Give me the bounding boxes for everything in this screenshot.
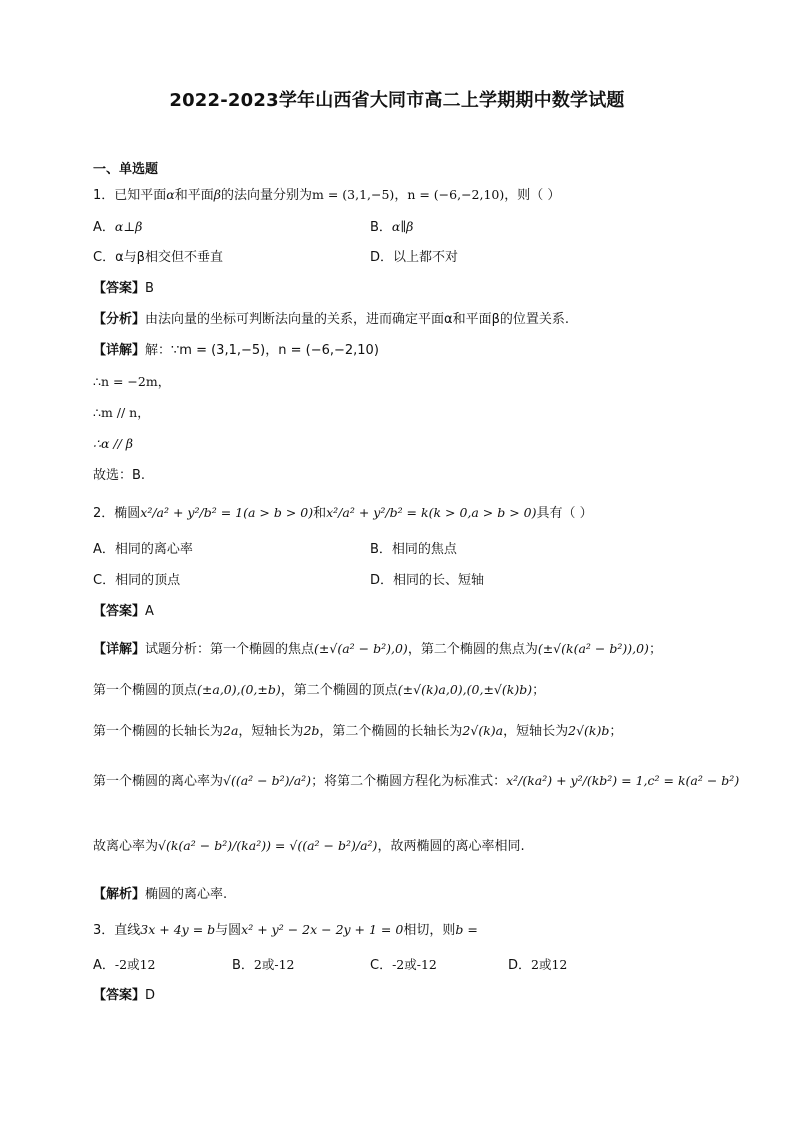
- q1-option-b: B．α∥β: [370, 219, 414, 235]
- q2-option-d: D．相同的长、短轴: [370, 573, 485, 588]
- q1-detail: 【详解】解：∵m = (3,1,−5)，n = (−6,−2,10): [93, 343, 379, 358]
- q3-stem: 3．直线3x + 4y = b与圆x² + y² − 2x − 2y + 1 = 0相切，则b =: [93, 922, 478, 938]
- q1-stem: 1．已知平面α和平面β的法向量分别为m = (3,1,−5)，n = (−6,−2,10)，则（ ）: [93, 187, 561, 203]
- section-heading: 一、单选题: [93, 162, 159, 177]
- q2-option-b: B．相同的焦点: [370, 542, 457, 557]
- q2-ellipse-1: x²/a² + y²/b² = 1(a > b > 0): [140, 505, 314, 520]
- q1-analysis: 【分析】由法向量的坐标可判断法向量的关系，进而确定平面α和平面β的位置关系.: [93, 312, 570, 327]
- q2-detail-line-1: 【详解】试题分析：第一个椭圆的焦点(±√(a² − b²),0)，第二个椭圆的焦点为(±√(k(a² − b²)),0)；: [93, 641, 662, 657]
- q1-step-1: ∴n = −2m，: [93, 374, 171, 389]
- q1-conclusion: 故选：B.: [93, 468, 146, 483]
- q3-option-a: A．-2或12: [93, 957, 156, 973]
- q2-detail-line-2: 第一个椭圆的顶点(±a,0),(0,±b)，第二个椭圆的顶点(±√(k)a,0),(0,±√(k)b)；: [93, 682, 546, 698]
- q2-option-c: C．相同的顶点: [93, 573, 181, 588]
- q2-answer: 【答案】A: [93, 604, 154, 619]
- q1-option-a: A．α⊥β: [93, 219, 143, 235]
- q3-answer: 【答案】D: [93, 988, 156, 1003]
- q2-detail-line-5: 故离心率为√(k(a² − b²)/(ka²)) = √((a² − b²)/a²)，故两椭圆的离心率相同.: [93, 838, 525, 854]
- q2-detail-line-3: 第一个椭圆的长轴长为2a，短轴长为2b，第二个椭圆的长轴长为2√(k)a，短轴长为2√(k)b；: [93, 723, 623, 739]
- q1-step-2: ∴m // n，: [93, 405, 150, 420]
- q3-option-d: D．2或12: [508, 957, 568, 973]
- q2-stem: 2．椭圆x²/a² + y²/b² = 1(a > b > 0)和x²/a² + y²/b² = k(k > 0,a > b > 0)具有（ ）: [93, 500, 593, 527]
- q1-answer: 【答案】B: [93, 281, 154, 296]
- q2-detail-line-4: 第一个椭圆的离心率为√((a² − b²)/a²)；将第二个椭圆方程化为标准式：x²/(ka²) + y²/(kb²) = 1,c² = k(a² − b²): [93, 773, 740, 789]
- q2-option-a: A．相同的离心率: [93, 542, 193, 557]
- page-title: 2022-2023学年山西省大同市高二上学期期中数学试题: [169, 90, 625, 111]
- q1-step-3: ∴α // β: [93, 436, 133, 451]
- q3-option-b: B．2或-12: [232, 957, 295, 973]
- q1-option-c: C．α与β相交但不垂直: [93, 250, 223, 265]
- q1-option-d: D．以上都不对: [370, 250, 459, 265]
- q2-parse: 【解析】椭圆的离心率.: [93, 887, 228, 902]
- q3-option-c: C．-2或-12: [370, 957, 437, 973]
- q1-m-vector: m = (3,1,−5): [312, 187, 395, 202]
- q1-n-vector: n = (−6,−2,10): [407, 187, 505, 202]
- q2-ellipse-2: x²/a² + y²/b² = k(k > 0,a > b > 0): [326, 505, 537, 520]
